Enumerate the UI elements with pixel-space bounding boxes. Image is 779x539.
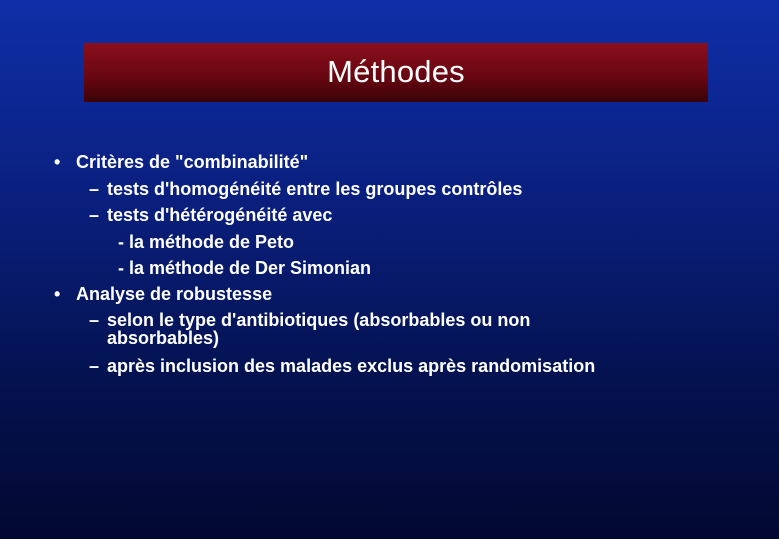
- sub-bullet-marker: –: [89, 179, 100, 199]
- sub-bullet-text: après inclusion des malades exclus après randomisation: [107, 356, 596, 376]
- bullet-text: Analyse de robustesse: [76, 284, 273, 304]
- sub-sub-item-text: - la méthode de Peto: [118, 232, 295, 252]
- bullet-marker: •: [54, 284, 61, 304]
- bullet-marker: •: [54, 152, 61, 172]
- sub-bullet-marker: –: [89, 310, 100, 330]
- bullet-text: Critères de "combinabilité": [76, 152, 309, 172]
- sub-bullet-text-line1: selon le type d'antibiotiques (absorbables ou non: [107, 310, 531, 330]
- sub-bullet-marker: –: [89, 356, 100, 376]
- sub-bullet-text-line2: absorbables): [107, 328, 220, 348]
- sub-bullet-marker: –: [89, 205, 100, 225]
- sub-bullet-text: tests d'homogénéité entre les groupes contrôles: [107, 179, 523, 199]
- sub-sub-item-text: - la méthode de Der Simonian: [118, 258, 372, 278]
- sub-bullet-text: tests d'hétérogénéité avec: [107, 205, 333, 225]
- slide-title: Méthodes: [327, 53, 465, 89]
